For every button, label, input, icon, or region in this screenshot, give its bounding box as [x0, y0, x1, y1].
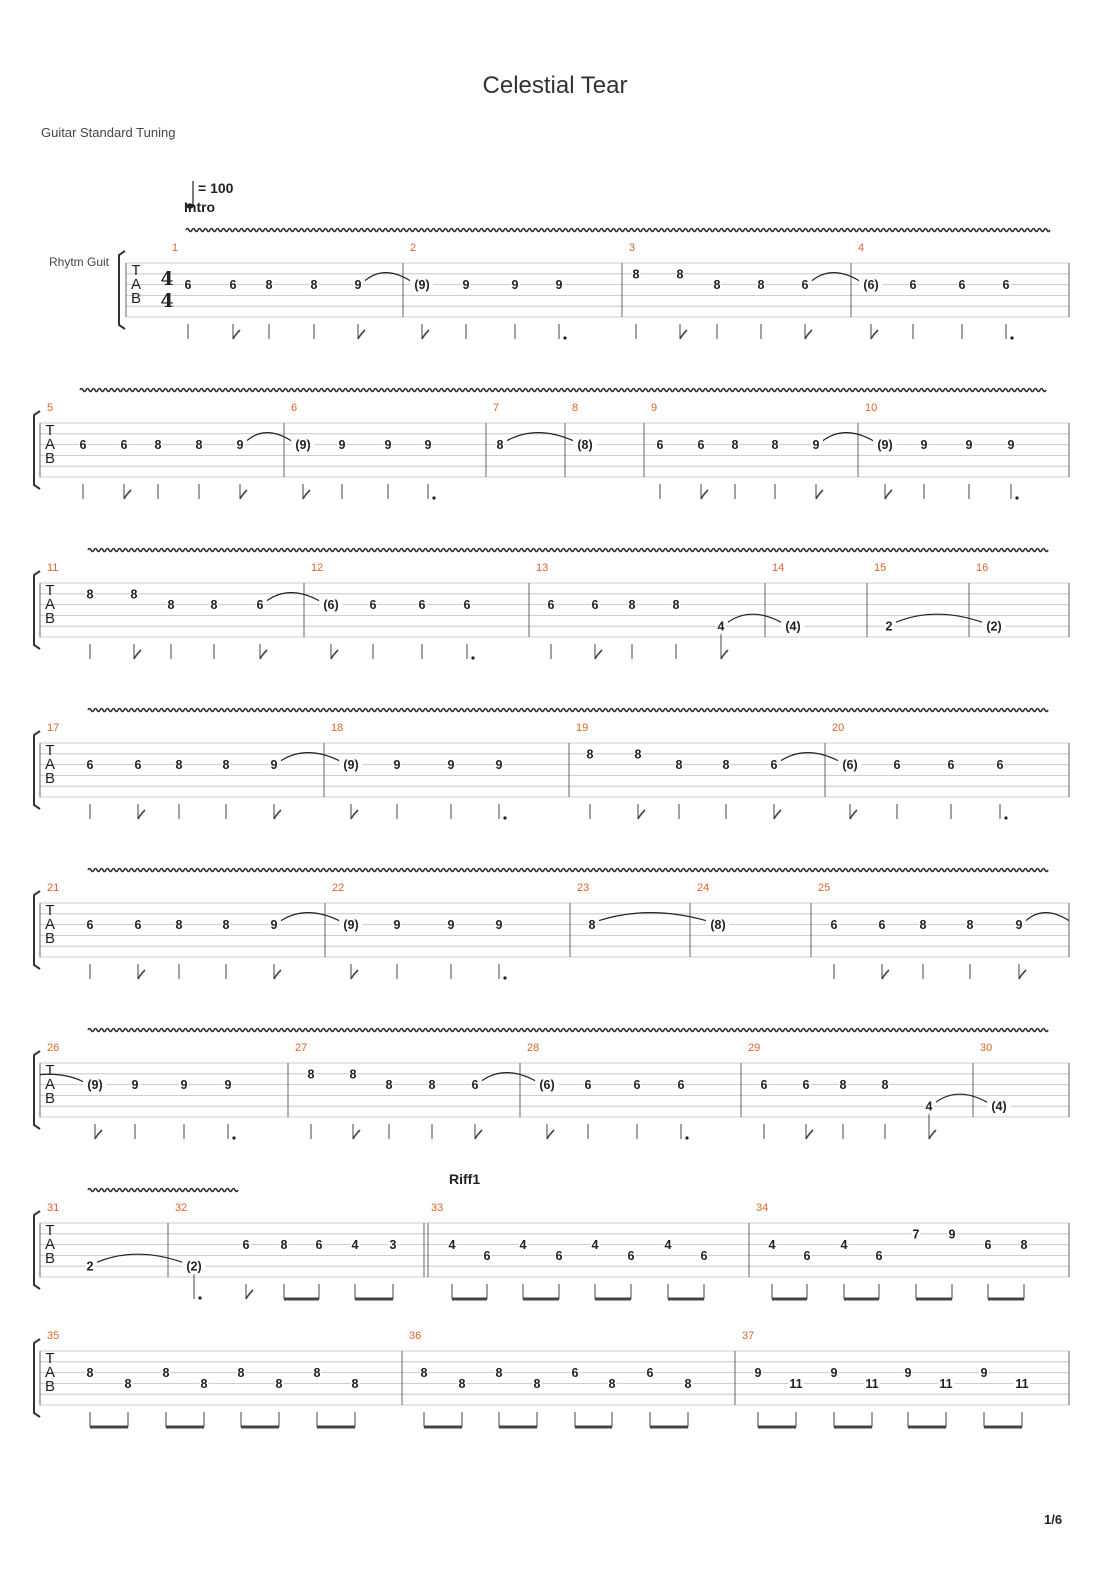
tab-system	[34, 1189, 1069, 1300]
measure-number: 10	[865, 402, 878, 414]
fret-number: 11	[1015, 1376, 1029, 1391]
tab-clef-letter: A	[44, 1364, 56, 1381]
fret-number: 6	[463, 598, 471, 613]
tab-clef-letter: T	[131, 262, 141, 279]
fret-number: (8)	[710, 918, 726, 933]
fret-number: 6	[184, 278, 192, 293]
fret-number: 9	[447, 918, 455, 933]
fret-number: 6	[120, 438, 128, 453]
measure-number: 18	[331, 722, 344, 734]
fret-number: 6	[875, 1248, 883, 1263]
note-flag	[885, 490, 892, 499]
tab-clef-letter: B	[44, 610, 56, 627]
fret-number: 9	[980, 1366, 988, 1381]
note-flag	[274, 970, 281, 979]
note-flag	[358, 330, 365, 339]
tab-clef-letter: B	[44, 1250, 56, 1267]
fret-number: 8	[672, 598, 680, 613]
fret-number: 9	[495, 918, 503, 933]
tab-clef-letter: T	[45, 742, 55, 759]
tab-clef-letter: B	[44, 770, 56, 787]
fret-number: 9	[754, 1366, 762, 1381]
fret-number: 6	[770, 758, 778, 773]
rhythm-dot	[1015, 496, 1018, 499]
measure-number: 8	[572, 402, 579, 414]
measure-number: 32	[175, 1202, 188, 1214]
note-flag	[240, 490, 247, 499]
measure-number: 14	[772, 562, 785, 574]
rhythm-dot	[685, 1136, 688, 1139]
fret-number: 9	[354, 278, 362, 293]
fret-number: 6	[803, 1248, 811, 1263]
tab-clef-letter: B	[130, 290, 142, 307]
fret-number: 6	[369, 598, 377, 613]
fret-number: 8	[349, 1067, 357, 1082]
fret-number: 6	[555, 1248, 563, 1263]
system-bracket	[34, 891, 40, 969]
fret-number: 6	[315, 1238, 323, 1253]
note-flag	[929, 1130, 936, 1139]
score-title: Celestial Tear	[482, 72, 628, 99]
fret-number: (8)	[577, 438, 593, 453]
fret-number: 8	[496, 438, 504, 453]
system-bracket	[34, 1211, 40, 1289]
vibrato-line	[80, 389, 1046, 392]
fret-number: 9	[393, 758, 401, 773]
measure-number: 12	[311, 562, 324, 574]
note-flag	[138, 810, 145, 819]
tab-system	[34, 709, 1069, 820]
fret-number: 8	[175, 918, 183, 933]
fret-number: 8	[237, 1366, 245, 1381]
note-flag	[1019, 970, 1026, 979]
fret-number: 3	[389, 1238, 397, 1253]
fret-number: 6	[571, 1366, 579, 1381]
tab-system	[34, 389, 1069, 500]
fret-number: 11	[789, 1376, 803, 1391]
note-flag	[260, 650, 267, 659]
note-flag	[124, 490, 131, 499]
fret-number: (6)	[323, 598, 339, 613]
fret-number: 6	[86, 758, 94, 773]
fret-number: 6	[418, 598, 426, 613]
fret-number: 8	[634, 747, 642, 762]
measure-number: 16	[976, 562, 989, 574]
fret-number: (9)	[343, 758, 359, 773]
fret-number: 8	[222, 918, 230, 933]
fret-number: (6)	[863, 278, 879, 293]
note-flag	[638, 810, 645, 819]
measure-number: 27	[295, 1042, 308, 1054]
rhythm-dot	[503, 976, 506, 979]
measure-number: 31	[47, 1202, 60, 1214]
fret-number: 8	[428, 1078, 436, 1093]
fret-number: 2	[885, 619, 893, 634]
fret-number: 8	[130, 587, 138, 602]
note-flag	[547, 1130, 554, 1139]
fret-number: 9	[270, 758, 278, 773]
fret-number: 9	[270, 918, 278, 933]
fret-number: 9	[338, 438, 346, 453]
tab-clef-letter: B	[44, 1378, 56, 1395]
note-flag	[475, 1130, 482, 1139]
fret-number: 9	[812, 438, 820, 453]
fret-number: 8	[722, 758, 730, 773]
note-flag	[353, 1130, 360, 1139]
tab-clef-letter: T	[45, 902, 55, 919]
measure-number: 30	[980, 1042, 993, 1054]
measure-number: 13	[536, 562, 549, 574]
fret-number: 9	[1007, 438, 1015, 453]
note-flag	[303, 490, 310, 499]
note-flag	[351, 970, 358, 979]
fret-number: 9	[384, 438, 392, 453]
fret-number: 6	[830, 918, 838, 933]
tab-clef-letter: A	[44, 1236, 56, 1253]
fret-number: 8	[175, 758, 183, 773]
page-number: 1/6	[1044, 1512, 1063, 1527]
tab-clef-letter: T	[45, 1062, 55, 1079]
fret-number: 8	[586, 747, 594, 762]
fret-number: 6	[677, 1078, 685, 1093]
note-flag	[774, 810, 781, 819]
fret-number: 8	[195, 438, 203, 453]
vibrato-line	[88, 549, 1048, 552]
fret-number: 6	[656, 438, 664, 453]
measure-number: 25	[818, 882, 831, 894]
fret-number: 8	[200, 1376, 208, 1391]
rhythm-dot	[563, 336, 566, 339]
rhythm-dot	[198, 1296, 201, 1299]
fret-number: 4	[591, 1238, 599, 1253]
fret-number: 9	[393, 918, 401, 933]
measure-number: 24	[697, 882, 710, 894]
measure-number: 9	[651, 402, 658, 414]
vibrato-line	[88, 869, 1048, 872]
tab-system	[34, 549, 1069, 660]
fret-number: 4	[351, 1238, 359, 1253]
fret-number: (9)	[295, 438, 311, 453]
rhythm-dot	[432, 496, 435, 499]
fret-number: 6	[958, 278, 966, 293]
note-flag	[422, 330, 429, 339]
fret-number: 11	[939, 1376, 953, 1391]
measure-number: 29	[748, 1042, 761, 1054]
fret-number: 9	[830, 1366, 838, 1381]
fret-number: 8	[458, 1376, 466, 1391]
note-flag	[331, 650, 338, 659]
measure-number: 2	[410, 242, 417, 254]
fret-number: 6	[646, 1366, 654, 1381]
fret-number: 8	[839, 1078, 847, 1093]
fret-number: 8	[210, 598, 218, 613]
fret-number: 8	[588, 918, 596, 933]
fret-number: (6)	[539, 1078, 555, 1093]
fret-number: 6	[79, 438, 87, 453]
fret-number: 6	[700, 1248, 708, 1263]
fret-number: 9	[948, 1227, 956, 1242]
fret-number: 9	[965, 438, 973, 453]
fret-number: (9)	[343, 918, 359, 933]
measure-number: 26	[47, 1042, 60, 1054]
note-flag	[134, 650, 141, 659]
tab-clef-letter: B	[44, 1090, 56, 1107]
vibrato-line	[88, 1029, 1048, 1032]
measure-number: 15	[874, 562, 887, 574]
tab-clef-letter: A	[44, 596, 56, 613]
fret-number: 6	[256, 598, 264, 613]
fret-number: 7	[912, 1227, 920, 1242]
track-name: Rhytm Guit	[49, 255, 110, 269]
fret-number: 4	[519, 1238, 527, 1253]
tab-clef-letter: T	[45, 1350, 55, 1367]
note-flag	[882, 970, 889, 979]
fret-number: 8	[1020, 1238, 1028, 1253]
rhythm-dot	[232, 1136, 235, 1139]
fret-number: 8	[280, 1238, 288, 1253]
note-flag	[721, 650, 728, 659]
measure-number: 37	[742, 1330, 755, 1342]
measure-number: 35	[47, 1330, 60, 1342]
measure-number: 1	[172, 242, 179, 254]
fret-number: 6	[947, 758, 955, 773]
measure-number: 33	[431, 1202, 444, 1214]
note-flag	[816, 490, 823, 499]
fret-number: 6	[483, 1248, 491, 1263]
fret-number: 9	[180, 1078, 188, 1093]
note-flag	[138, 970, 145, 979]
fret-number: 8	[167, 598, 175, 613]
tuning-label: Guitar Standard Tuning	[41, 125, 176, 140]
fret-number: 4	[664, 1238, 672, 1253]
measure-number: 3	[629, 242, 636, 254]
fret-number: 8	[966, 918, 974, 933]
tab-clef-letter: A	[44, 436, 56, 453]
fret-number: 8	[310, 278, 318, 293]
fret-number: 8	[713, 278, 721, 293]
system-bracket	[34, 1051, 40, 1129]
fret-number: 6	[134, 758, 142, 773]
fret-number: 8	[881, 1078, 889, 1093]
vibrato-line	[186, 229, 1050, 232]
fret-number: 4	[768, 1238, 776, 1253]
fret-number: (9)	[877, 438, 893, 453]
fret-number: 8	[351, 1376, 359, 1391]
note-flag	[806, 1130, 813, 1139]
tab-clef-letter: B	[44, 450, 56, 467]
fret-number: 11	[865, 1376, 879, 1391]
measure-number: 19	[576, 722, 589, 734]
vibrato-line	[88, 1189, 238, 1192]
measure-number: 22	[332, 882, 345, 894]
fret-number: 8	[676, 267, 684, 282]
tab-clef-letter: A	[44, 756, 56, 773]
system-bracket	[34, 411, 40, 489]
fret-number: (4)	[785, 619, 801, 634]
fret-number: 8	[124, 1376, 132, 1391]
tab-clef-letter: T	[45, 1222, 55, 1239]
rhythm-dot	[471, 656, 474, 659]
tab-system	[34, 869, 1069, 980]
fret-number: 6	[627, 1248, 635, 1263]
tab-clef-letter: A	[44, 1076, 56, 1093]
measure-number: 5	[47, 402, 54, 414]
fret-number: 4	[840, 1238, 848, 1253]
fret-number: 4	[925, 1099, 933, 1114]
fret-number: 8	[420, 1366, 428, 1381]
tab-system	[119, 229, 1069, 340]
fret-number: 8	[86, 1366, 94, 1381]
fret-number: 6	[229, 278, 237, 293]
fret-number: 8	[154, 438, 162, 453]
fret-number: 6	[1002, 278, 1010, 293]
fret-number: 6	[547, 598, 555, 613]
measure-number: 17	[47, 722, 60, 734]
fret-number: 8	[275, 1376, 283, 1391]
fret-number: (4)	[991, 1099, 1007, 1114]
measure-number: 20	[832, 722, 845, 734]
measure-number: 21	[47, 882, 60, 894]
fret-number: 9	[920, 438, 928, 453]
note-flag	[246, 1290, 253, 1299]
rhythm-dot	[1004, 816, 1007, 819]
fret-number: 4	[717, 619, 725, 634]
fret-number: 6	[878, 918, 886, 933]
fret-number: (9)	[414, 278, 430, 293]
tab-clef-letter: A	[130, 276, 142, 293]
rhythm-dot	[1010, 336, 1013, 339]
fret-number: 6	[893, 758, 901, 773]
fret-number: 6	[584, 1078, 592, 1093]
fret-number: 9	[555, 278, 563, 293]
measure-number: 34	[756, 1202, 769, 1214]
note-flag	[805, 330, 812, 339]
fret-number: 9	[236, 438, 244, 453]
fret-number: 6	[591, 598, 599, 613]
fret-number: 6	[697, 438, 705, 453]
measure-number: 7	[493, 402, 500, 414]
fret-number: 8	[86, 587, 94, 602]
measure-number: 6	[291, 402, 298, 414]
fret-number: (2)	[986, 619, 1002, 634]
system-bracket	[34, 731, 40, 809]
time-signature-bottom: 4	[160, 290, 174, 312]
tab-clef-letter: T	[45, 582, 55, 599]
time-signature-top: 4	[160, 268, 174, 290]
fret-number: 8	[919, 918, 927, 933]
measure-number: 4	[858, 242, 865, 254]
note-flag	[233, 330, 240, 339]
rhythm-dot	[503, 816, 506, 819]
tab-system	[34, 1330, 1069, 1427]
system-bracket	[119, 251, 125, 329]
fret-number: 9	[495, 758, 503, 773]
fret-number: 6	[760, 1078, 768, 1093]
fret-number: (9)	[87, 1078, 103, 1093]
tab-system	[34, 1029, 1069, 1140]
fret-number: 8	[632, 267, 640, 282]
fret-number: 6	[996, 758, 1004, 773]
tab-clef-letter: T	[45, 422, 55, 439]
tempo-marking: = 100	[198, 180, 234, 196]
vibrato-line	[88, 709, 1048, 712]
fret-number: 6	[801, 278, 809, 293]
note-flag	[595, 650, 602, 659]
fret-number: 6	[802, 1078, 810, 1093]
fret-number: 8	[385, 1078, 393, 1093]
fret-number: 8	[731, 438, 739, 453]
fret-number: 8	[162, 1366, 170, 1381]
section-intro-label: Intro	[184, 199, 216, 215]
fret-number: 9	[224, 1078, 232, 1093]
fret-number: 4	[448, 1238, 456, 1253]
fret-number: 6	[242, 1238, 250, 1253]
measure-number: 11	[47, 562, 59, 574]
note-flag	[871, 330, 878, 339]
note-flag	[95, 1130, 102, 1139]
fret-number: 8	[608, 1376, 616, 1391]
fret-number: 8	[771, 438, 779, 453]
note-flag	[680, 330, 687, 339]
fret-number: 8	[222, 758, 230, 773]
fret-number: (2)	[186, 1259, 202, 1274]
note-flag	[351, 810, 358, 819]
fret-number: 8	[757, 278, 765, 293]
fret-number: 9	[447, 758, 455, 773]
fret-number: 6	[134, 918, 142, 933]
fret-number: 9	[511, 278, 519, 293]
tab-clef-letter: B	[44, 930, 56, 947]
fret-number: 9	[904, 1366, 912, 1381]
measure-number: 28	[527, 1042, 540, 1054]
fret-number: 9	[424, 438, 432, 453]
note-flag	[701, 490, 708, 499]
fret-number: 9	[1015, 918, 1023, 933]
fret-number: 2	[86, 1259, 94, 1274]
fret-number: 9	[462, 278, 470, 293]
fret-number: 8	[675, 758, 683, 773]
fret-number: 8	[265, 278, 273, 293]
fret-number: 8	[495, 1366, 503, 1381]
fret-number: 8	[313, 1366, 321, 1381]
fret-number: 8	[628, 598, 636, 613]
note-flag	[274, 810, 281, 819]
fret-number: 6	[471, 1078, 479, 1093]
fret-number: 8	[684, 1376, 692, 1391]
system-bracket	[34, 1339, 40, 1417]
fret-number: 9	[131, 1078, 139, 1093]
fret-number: 6	[984, 1238, 992, 1253]
fret-number: 6	[633, 1078, 641, 1093]
system-bracket	[34, 571, 40, 649]
fret-number: 6	[909, 278, 917, 293]
section-riff1-label: Riff1	[449, 1171, 481, 1187]
fret-number: 8	[307, 1067, 315, 1082]
measure-number: 23	[577, 882, 590, 894]
fret-number: 8	[533, 1376, 541, 1391]
note-flag	[850, 810, 857, 819]
measure-number: 36	[409, 1330, 422, 1342]
fret-number: (6)	[842, 758, 858, 773]
tab-clef-letter: A	[44, 916, 56, 933]
fret-number: 6	[86, 918, 94, 933]
